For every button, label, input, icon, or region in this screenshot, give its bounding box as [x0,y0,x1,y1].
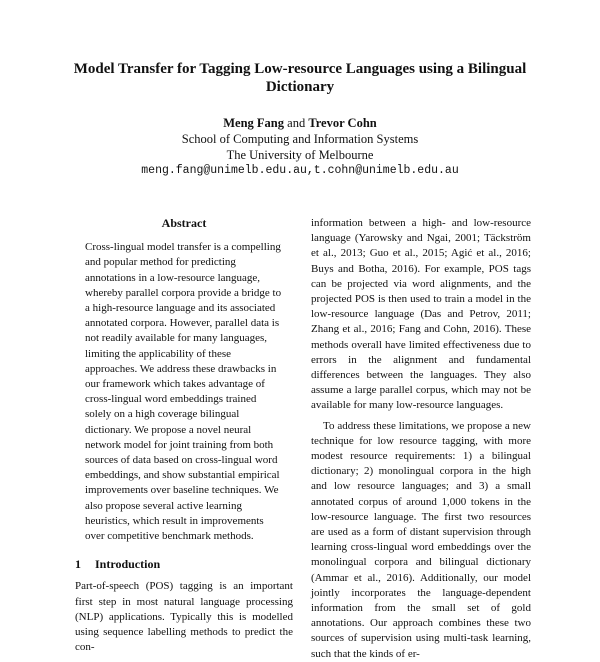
body-paragraph: Part-of-speech (POS) tagging is an important first step in most natural language processing (NLP) applications. Typically this is modelled using sequence labelling methods to predict the con- [75,580,293,654]
right-column [311,216,531,662]
abstract-heading: Abstract [161,216,207,230]
affiliation: School of Computing and Information Systems [181,132,419,146]
abstract-text: Cross-lingual model transfer is a compelling and popular method for predicting annotations in a low-resource language, whereby parallel corpora provide a bridge to a high-resource language and its associated annotated corpora. However, parallel data is not readily available for many languages, limiting the applicability of these approaches. We address these drawbacks in our framework which takes advantage of cross-lingual word embeddings trained solely on a high coverage bilingual dictionary. We propose a novel neural network model for joint training from both sources of data based on cross-lingual word embeddings, and show substantial empirical improvements over baseline techniques. We also propose several active learning heuristics, which result in improvements over competitive benchmark methods. [85,241,282,543]
body-paragraph: information between a high- and low-resource language (Yarowsky and Ngai, 2001; Täckström et al., 2013; Guo et al., 2015; Agić et al., 2016; Buys and Botha, 2016). For example, POS tags can be projected via word alignments, and the projected POS is then used to train a model in the low-resource language (Das and Petrov, 2011; Zhang et al., 2016; Fang and Cohn, 2016). These methods overall have limited effectiveness due to errors in the alignment and fundamental differences between the languages. They also assume a large parallel corpus, which may not be available for many low-resource languages. [311,217,531,412]
author-line [60,115,540,131]
author-block [60,115,540,179]
author-name: Trevor Cohn [308,116,377,130]
affiliation: The University of Melbourne [226,148,374,162]
body-paragraph: To address these limitations, we propose a new technique for low resource tagging, with more modest resource requirements: 1) a bilingual dictionary; 2) monolingual corpora in the high and low resource languages; and 3) a small annotated corpus of around 1,000 tokens in the low-resource language. The first two resources are used as a form of distant supervision through learning cross-lingual word embeddings over the monolingual corpora and bilingual dictionary (Ammar et al., 2016). Additionally, our model jointly incorporates the language-dependent information from the small set of gold annotations. Our approach combines these two sources of supervision using multi-task learning, such that the kinds of er- [311,419,531,660]
section-heading [75,557,293,572]
section-number: 1 [75,557,81,572]
paper-title: Model Transfer for Tagging Low-resource Languages using a Bilingual Dictionary [73,61,527,95]
left-column [75,216,293,655]
author-emails: meng.fang@unimelb.edu.au,t.cohn@unimelb.edu.au [141,164,459,177]
author-conjunction: and [287,116,306,130]
section-title: Introduction [95,557,161,572]
author-name: Meng Fang [223,116,285,130]
